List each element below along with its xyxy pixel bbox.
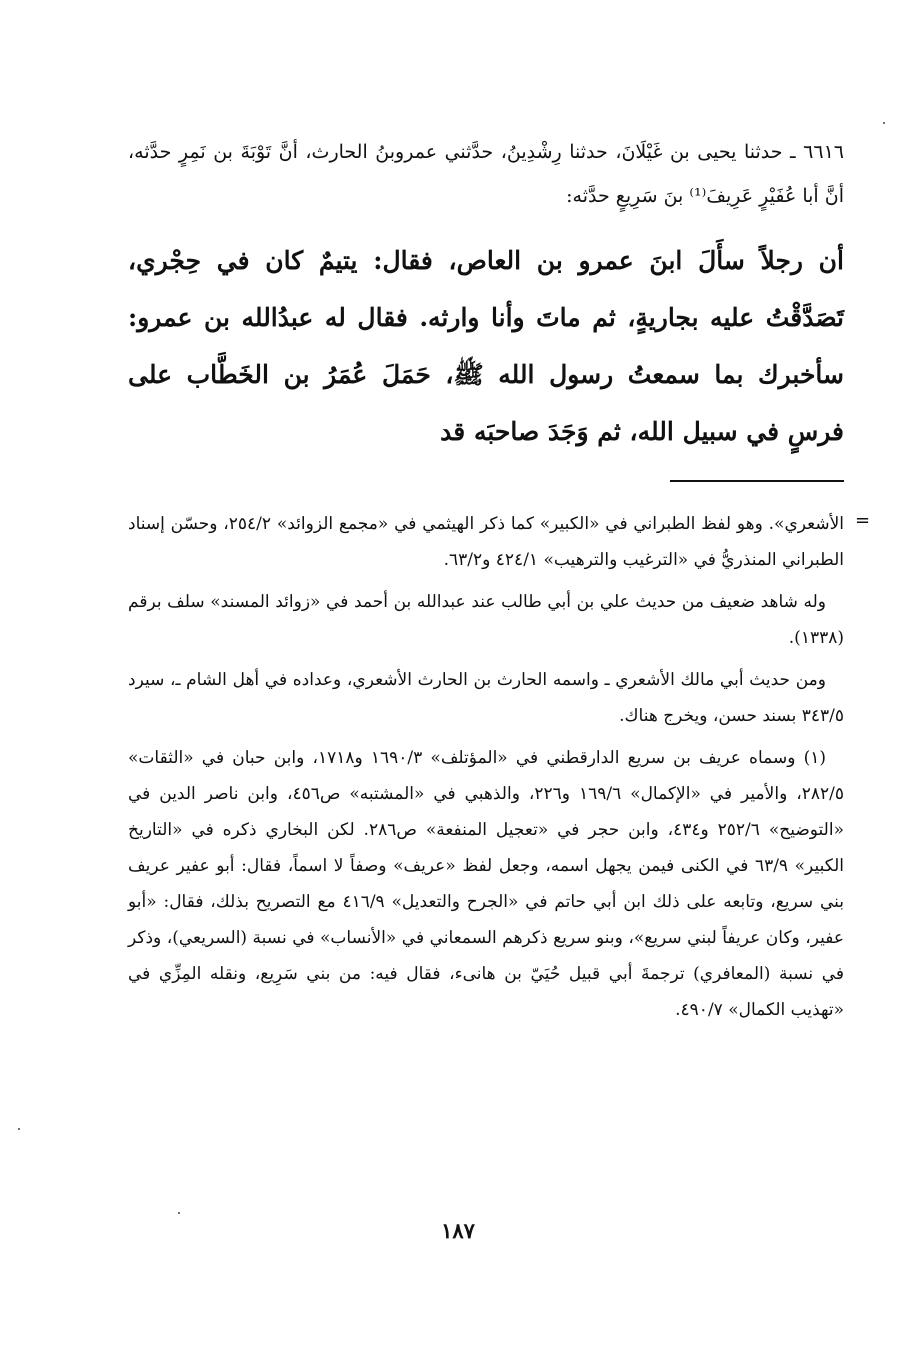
footnote-paragraph: ومن حديث أبي مالك الأشعري ـ واسمه الحارث بن الحارث الأشعري، وعداده في أهل الشام ـ، سيرد ٣٤٣/٥ بسند حسن، ويخرج هناك. — [128, 670, 844, 726]
hadith-matn: أن رجلاً سأَلَ ابنَ عمرو بن العاص، فقال: يتيمٌ كان في حِجْري، تَصَدَّقْتُ عليه بجاريةٍ، ثم ماتَ وأنا وارثه. فقال له عبدُالله بن عمرو: سأخبرك بما سمعتُ رسول الله ﷺ، حَمَلَ عُمَرُ بن الخَطَّاب على فرسٍ في سبيل الله، ثم وَجَدَ صاحبَه قد — [128, 246, 844, 446]
footnote-paragraph: الأشعري». وهو لفظ الطبراني في «الكبير» كما ذكر الهيثمي في «مجمع الزوائد» ٢٥٤/٢، وحسّن إسناد الطبراني المنذريُّ في «الترغيب والترهيب» ٤٢٤/١ و٦٣/٢. — [128, 514, 845, 570]
hadith-isnad: ٦٦١٦ ـ حدثنا يحيى بن غَيْلَانَ، حدثنا رِشْدِينُ، حدَّثني عمروبنُ الحارث، أنَّ تَوْبَةَ بن نَمِرٍ حدَّثه، أنَّ أبا عُفَيْرٍ عَرِيفَ⁽¹⁾ بنَ سَرِيعٍ حدَّثه: — [128, 141, 844, 207]
footnote-separator — [670, 480, 844, 482]
scan-speck — [178, 1212, 180, 1214]
footnote-continuation-mark: = — [855, 510, 871, 531]
footnote-paragraph: وله شاهد ضعيف من حديث علي بن أبي طالب عند عبدالله بن أحمد في «زوائد المسند» سلف برقم (١٣٣٨). — [128, 592, 844, 648]
footnote-paragraph: (١) وسماه عريف بن سريع الدارقطني في «المؤتلف» ١٦٩٠/٣ و١٧١٨، وابن حبان في «الثقات» ٢٨٢/٥، والأمير في «الإكمال» ١٦٩/٦ و٢٢٦، والذهبي في «المشتبه» ص٤٥٦، وابن ناصر الدين في «التوضيح» ٢٥٢/٦ و٤٣٤، وابن حجر في «تعجيل المنفعة» ص٢٨٦. لكن البخاري ذكره في «التاريخ الكبير» ٦٣/٩ في الكنى فيمن يجهل اسمه، وجعل لفظ «عريف» وصفاً لا اسماً، فقال: أبو عفير عريف بني سريع، وتابعه على ذلك ابن أبي حاتم في «الجرح والتعديل» ٤١٦/٩ مع التصريح بذلك، فقال: «أبو عفير، وكان عريفاً لبني سريع»، وبنو سريع ذكرهم السمعاني في «الأنساب» في نسبة (السريعي)، وذكر في نسبة (المعافري) ترجمةَ أبي قبيل حُيَيّ بن هانىء، فقال فيه: من بني سَرِيع، ونقله المِزِّي في «تهذيب الكمال» ٤٩٠/٧. — [128, 748, 844, 1020]
scan-speck — [883, 122, 885, 124]
page-number: ١٨٧ — [441, 1218, 475, 1243]
scan-speck — [18, 1128, 20, 1130]
footnotes-section — [128, 506, 844, 1034]
